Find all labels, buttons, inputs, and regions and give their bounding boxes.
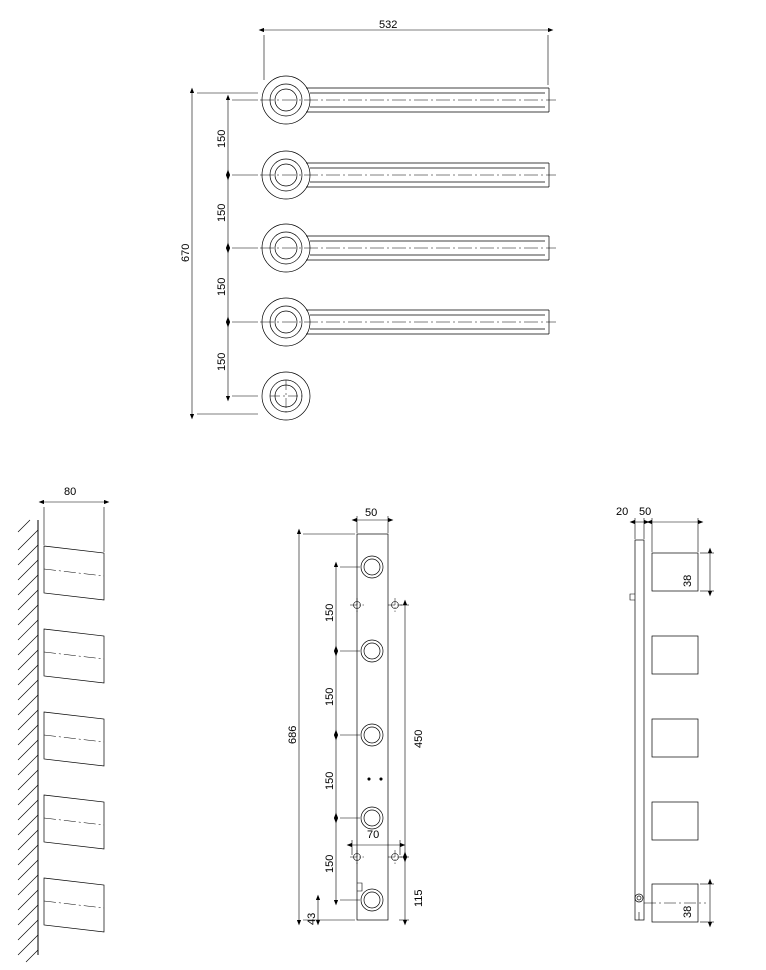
- right-side-view-dimensions: [635, 518, 714, 922]
- left-arm-2: [44, 629, 104, 683]
- dim-front-plate-height: 686: [287, 725, 299, 744]
- dim-right-arm-depth: 50: [639, 506, 652, 518]
- left-arm-1: [44, 546, 104, 600]
- dim-front-bottom-offset: 43: [306, 912, 318, 925]
- dim-top-spacing-1: 150: [216, 129, 228, 148]
- dim-front-plate-width: 50: [365, 507, 378, 519]
- left-arm-3: [44, 712, 104, 766]
- dim-right-bottom-arm-offset: 38: [682, 905, 694, 918]
- dim-front-hole-spacing-2: 150: [324, 687, 336, 706]
- dim-top-spacing-3: 150: [216, 277, 228, 296]
- dim-left-arm-projection: 80: [64, 486, 77, 498]
- dim-right-plate-thickness: 20: [616, 506, 629, 518]
- dim-right-top-arm-offset: 38: [682, 574, 694, 587]
- dim-top-overall-length: 532: [379, 19, 398, 31]
- dim-top-spacing-2: 150: [216, 203, 228, 222]
- dim-front-lower: 115: [413, 889, 425, 907]
- left-arm-5: [44, 878, 104, 932]
- dim-front-hole-spacing-1: 150: [324, 603, 336, 622]
- dim-front-bracket-width: 70: [367, 829, 380, 841]
- dim-front-hole-spacing-3: 150: [324, 771, 336, 790]
- dim-front-hole-spacing-4: 150: [324, 854, 336, 873]
- top-view-dimensions: [192, 30, 548, 414]
- right-side-view-geometry: [630, 540, 706, 922]
- dim-top-overall-height: 670: [180, 243, 192, 262]
- front-view-geometry: [350, 534, 402, 920]
- left-arm-4: [44, 795, 104, 849]
- top-view-geometry: [260, 76, 556, 420]
- dim-front-mount-span: 450: [413, 729, 425, 748]
- left-side-view-geometry: [18, 502, 104, 962]
- dim-top-spacing-4: 150: [216, 352, 228, 371]
